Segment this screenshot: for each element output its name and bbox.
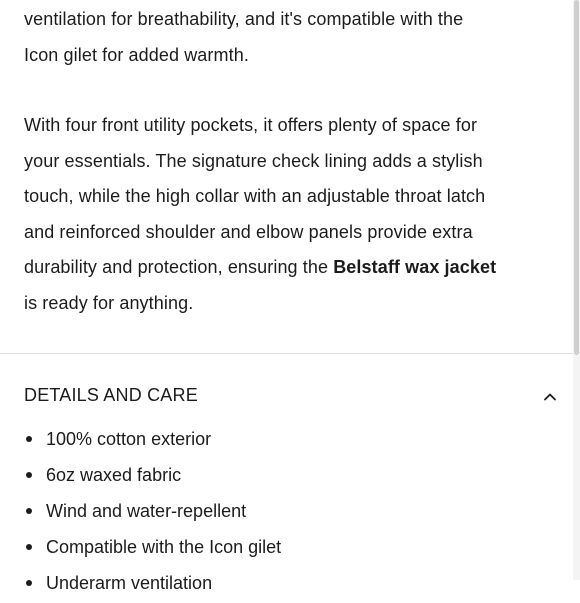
- description-line: Icon gilet for added warmth.: [24, 44, 249, 65]
- list-item-label: 6oz waxed fabric: [46, 465, 182, 485]
- list-item: [24, 567, 281, 603]
- bullet-icon: [26, 508, 32, 514]
- list-item: [24, 423, 281, 459]
- list-item: [24, 459, 281, 495]
- description-line: and reinforced shoulder and elbow panels provide extra: [24, 221, 473, 242]
- section-divider: [0, 353, 573, 354]
- list-item-label: 100% cotton exterior: [46, 429, 212, 449]
- product-name-highlight: Belstaff wax jacket: [333, 257, 497, 277]
- description-line: With four front utility pockets, it offers plenty of space for: [24, 115, 478, 135]
- chevron-up-icon[interactable]: [542, 389, 558, 405]
- description-line: ventilation for breathability, and it's compatible with the: [24, 9, 464, 29]
- description-paragraph: [24, 108, 544, 321]
- bullet-icon: [26, 580, 32, 586]
- list-item: [24, 531, 281, 567]
- description-line: is ready for anything.: [24, 292, 194, 313]
- scrollbar[interactable]: [573, 0, 580, 580]
- details-list: [24, 423, 281, 603]
- bullet-icon: [26, 544, 32, 550]
- section-title: DETAILS AND CARE: [24, 385, 198, 405]
- details-and-care-toggle[interactable]: [24, 383, 558, 411]
- product-description: [24, 2, 544, 321]
- list-item-label: Wind and water-repellent: [46, 501, 247, 521]
- bullet-icon: [26, 436, 32, 442]
- scrollbar-thumb[interactable]: [574, 0, 579, 355]
- list-item-label: Underarm ventilation: [46, 573, 213, 593]
- description-line: touch, while the high collar with an adjustable throat latch: [24, 186, 486, 206]
- description-paragraph: [24, 2, 544, 73]
- description-line: durability and protection, ensuring the: [24, 257, 334, 277]
- list-item: [24, 495, 281, 531]
- description-line: your essentials. The signature check lining adds a stylish: [24, 150, 483, 171]
- bullet-icon: [26, 472, 32, 478]
- list-item-label: Compatible with the Icon gilet: [46, 537, 282, 557]
